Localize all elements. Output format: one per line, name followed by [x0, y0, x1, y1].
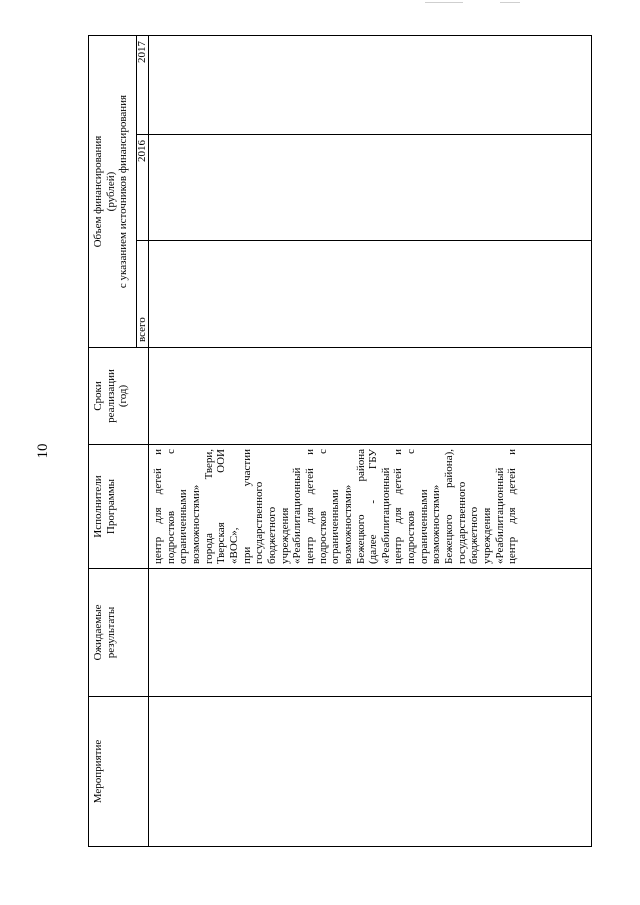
cell-2017 [148, 35, 592, 135]
executors-text-line: «ВОС», [227, 527, 240, 564]
executors-text-line: учреждения [278, 507, 291, 564]
scan-artifact [425, 2, 463, 3]
executors-text-line: «Реабилитационный [291, 467, 304, 564]
header-deadline: Сроки реализации (год) [88, 348, 148, 445]
cell-2016 [148, 135, 592, 241]
executors-text-line: учреждения [481, 507, 494, 564]
executors-text-line: бюджетного [468, 506, 481, 564]
executors-text-line: центр для детей и [303, 449, 316, 564]
header-total: всего [136, 241, 148, 348]
executors-text-line: возможностями» [430, 484, 443, 564]
executors-text-line: ограниченными [329, 489, 342, 564]
executors-text-line: Бежецкого района), [443, 449, 456, 564]
scan-artifact [500, 2, 520, 3]
header-funding: Объем финансирования (рублей) с указанием источников финансирования [88, 35, 136, 348]
program-table-wrapper [88, 35, 592, 847]
executors-text-line: подростков с [164, 449, 177, 564]
executors-text-line: центр для детей и [506, 449, 519, 564]
header-2016: 2016 [136, 135, 148, 241]
cell-results [148, 569, 592, 697]
header-executors: Исполнители Программы [88, 445, 148, 569]
executors-text-line: государственного [455, 481, 468, 564]
header-results: Ожидаемые результаты [88, 569, 148, 697]
executors-text-line: возможностями» [341, 484, 354, 564]
executors-text-line: подростков с [316, 449, 329, 564]
executors-text-line: (далее - ГБУ [367, 449, 380, 564]
executors-text-line: ограниченными [417, 489, 430, 564]
executors-text-line: «Реабилитационный [379, 467, 392, 564]
cell-executors [148, 445, 592, 569]
executors-text-line: при участии [240, 449, 253, 564]
executors-text-line: центр для детей и [392, 449, 405, 564]
page-number: 10 [35, 443, 51, 459]
executors-text-line: ограниченными [177, 489, 190, 564]
executors-text-line: «Реабилитационный [493, 467, 506, 564]
executors-text-line: государственного [253, 481, 266, 564]
header-2017: 2017 [136, 35, 148, 135]
executors-text-line: подростков с [405, 449, 418, 564]
cell-deadline [148, 348, 592, 445]
cell-total [148, 241, 592, 348]
header-measure: Мероприятие [88, 697, 148, 847]
executors-text-line: возможностями» [189, 484, 202, 564]
cell-measure [148, 697, 592, 847]
executors-text-line: города Твери, [202, 449, 215, 564]
executors-text-line: Тверская ООИ [215, 449, 228, 564]
executors-text-line: Бежецкого района [354, 449, 367, 564]
program-table [88, 35, 592, 847]
executors-text-line: бюджетного [265, 506, 278, 564]
executors-text-line: центр для детей и [152, 449, 164, 564]
